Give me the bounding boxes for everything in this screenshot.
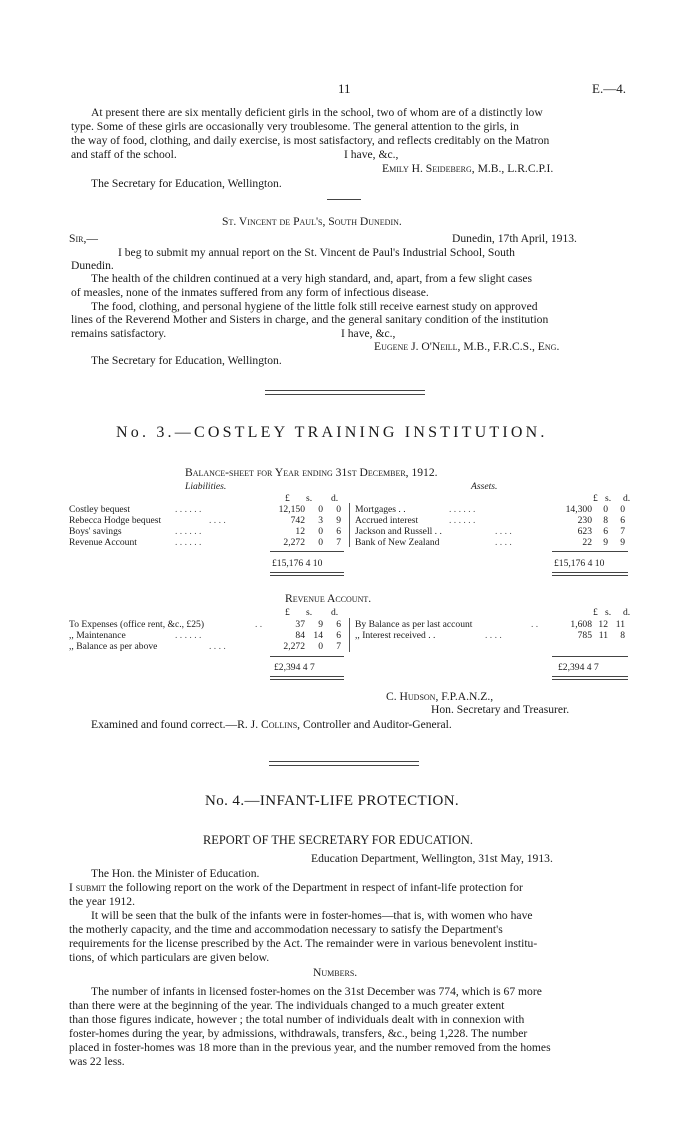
revenue-account-title: Revenue Account. bbox=[285, 592, 372, 605]
liability-row bbox=[69, 538, 345, 549]
audit-line bbox=[91, 718, 452, 732]
letter2-signature: Eugene J. O'Neill, M.B., F.R.C.S., Eng. bbox=[374, 340, 560, 353]
col-pounds: £ bbox=[593, 607, 598, 618]
section-divider bbox=[265, 390, 425, 391]
row-label: ,, Maintenance bbox=[69, 630, 126, 641]
row-label: To Expenses (office rent, &c., £25) bbox=[69, 619, 205, 630]
short-divider bbox=[327, 199, 361, 200]
row-leader: . . . . . . bbox=[449, 504, 476, 515]
row-shillings: 8 bbox=[603, 515, 608, 526]
row-pence: 6 bbox=[336, 619, 341, 630]
para3-line: The number of infants in licensed foster-homes on the 31st December was 774, which is 67 more bbox=[91, 985, 542, 998]
report-title: REPORT OF THE SECRETARY FOR EDUCATION. bbox=[203, 833, 473, 847]
row-shillings: 0 bbox=[318, 537, 323, 548]
col-shillings: s. bbox=[306, 493, 313, 504]
para3-line: placed in foster-homes was 18 more than in the previous year, and the number removed from the homes bbox=[69, 1041, 551, 1054]
row-leader: . . . . bbox=[485, 630, 502, 641]
letter1-signature: Emily H. Seideberg, M.B., L.R.C.P.I. bbox=[382, 162, 554, 175]
row-shillings: 12 bbox=[598, 619, 608, 630]
para3-line: foster-homes during the year, by admissions, withdrawals, transfers, &c., being 1,228. The number bbox=[69, 1027, 528, 1040]
para2-line: requirements for the license prescribed by the Act. The remainder were in various benevolent institu- bbox=[69, 937, 538, 950]
row-leader: . . . . . . bbox=[449, 515, 476, 526]
row-label: ,, Interest received . . bbox=[355, 630, 436, 641]
letter2-line: of measles, none of the inmates suffered from any form of infectious disease. bbox=[71, 286, 429, 299]
para1-lead: I submit bbox=[69, 881, 106, 894]
row-pence: 0 bbox=[336, 504, 341, 515]
liabilities-total: £15,176 4 10 bbox=[272, 558, 323, 569]
letter2-line: The food, clothing, and personal hygiene of the little folk still receive earnest study on approved bbox=[91, 300, 538, 313]
para1-line: the year 1912. bbox=[69, 895, 135, 908]
row-pence: 6 bbox=[336, 630, 341, 641]
total-rule bbox=[270, 575, 344, 576]
row-pounds: 22 bbox=[582, 537, 592, 548]
letter2-line: The health of the children continued at a very high standard, and, apart, from a few slight cases bbox=[91, 272, 533, 285]
row-leader: . . bbox=[255, 619, 263, 630]
assets-label: Assets. bbox=[471, 481, 498, 492]
letter2-closing: I have, &c., bbox=[341, 327, 396, 340]
col-pence: d. bbox=[623, 607, 631, 618]
total-rule bbox=[552, 656, 628, 657]
numbers-heading: Numbers. bbox=[313, 966, 358, 979]
row-leader: . . . . bbox=[495, 526, 512, 537]
letter2-salutation: Sir,— bbox=[69, 232, 98, 245]
row-leader: . . . . bbox=[495, 537, 512, 548]
section-divider bbox=[265, 394, 425, 395]
letter2-heading: St. Vincent de Paul's, South Dunedin. bbox=[222, 215, 402, 228]
row-label: Costley bequest bbox=[69, 504, 131, 515]
row-shillings: 14 bbox=[313, 630, 323, 641]
revenue-credit-row bbox=[355, 631, 630, 642]
section-divider bbox=[269, 761, 419, 762]
row-shillings: 9 bbox=[603, 537, 608, 548]
row-leader: . . bbox=[531, 619, 539, 630]
audit-prefix: Examined and found correct.— bbox=[91, 718, 238, 731]
row-leader: . . . . bbox=[209, 515, 226, 526]
para3-line: than those figures indicate, however ; the total number of individuals dealt with in connexion with bbox=[69, 1013, 525, 1026]
row-label: Mortgages . . bbox=[355, 504, 406, 515]
section3-title: No. 3.—COSTLEY TRAINING INSTITUTION. bbox=[116, 424, 548, 441]
row-pence: 7 bbox=[620, 526, 625, 537]
revenue-credits-total: £2,394 4 7 bbox=[558, 662, 599, 673]
row-pounds: 1,608 bbox=[570, 619, 592, 630]
liabilities-label: Liabilities. bbox=[185, 481, 227, 492]
row-label: Rebecca Hodge bequest bbox=[69, 515, 162, 526]
audit-suffix: , Controller and Auditor-General. bbox=[297, 718, 452, 731]
letter1-addressee: The Secretary for Education, Wellington. bbox=[91, 177, 282, 190]
row-leader: . . . . . . bbox=[175, 526, 202, 537]
total-rule bbox=[270, 572, 344, 573]
row-pounds: 742 bbox=[290, 515, 305, 526]
row-pounds: 2,272 bbox=[283, 537, 305, 548]
report-addressee: The Hon. the Minister of Education. bbox=[91, 867, 260, 880]
row-label: Accrued interest bbox=[355, 515, 419, 526]
para2-line: the motherly capacity, and the time and accommodation necessary to satisfy the Department's bbox=[69, 923, 503, 936]
row-label: Jackson and Russell . . bbox=[355, 526, 442, 537]
page-number: 11 bbox=[338, 81, 351, 96]
table-divider bbox=[349, 618, 350, 652]
row-shillings: 3 bbox=[318, 515, 323, 526]
section4-title: No. 4.—INFANT-LIFE PROTECTION. bbox=[205, 793, 460, 809]
total-rule bbox=[552, 679, 628, 680]
treasurer-title: Hon. Secretary and Treasurer. bbox=[431, 703, 570, 716]
revenue-debit-row bbox=[69, 642, 345, 653]
row-pounds: 37 bbox=[295, 619, 305, 630]
col-pounds: £ bbox=[593, 493, 598, 504]
row-label: Bank of New Zealand bbox=[355, 537, 440, 548]
letter2-date: Dunedin, 17th April, 1913. bbox=[452, 232, 577, 245]
letter1-line: the way of food, clothing, and daily exercise, is most satisfactory, and reflects creditably on the Matron bbox=[71, 134, 550, 147]
row-shillings: 9 bbox=[318, 619, 323, 630]
row-shillings: 0 bbox=[603, 504, 608, 515]
row-shillings: 0 bbox=[318, 641, 323, 652]
col-pence: d. bbox=[331, 493, 339, 504]
revenue-debits-total: £2,394 4 7 bbox=[274, 662, 315, 673]
col-pence: d. bbox=[331, 607, 339, 618]
row-pounds: 12,150 bbox=[278, 504, 305, 515]
row-leader: . . . . . . bbox=[175, 504, 202, 515]
row-pence: 11 bbox=[615, 619, 625, 630]
row-pounds: 84 bbox=[295, 630, 305, 641]
row-pence: 9 bbox=[620, 537, 625, 548]
row-pence: 7 bbox=[336, 641, 341, 652]
row-shillings: 6 bbox=[603, 526, 608, 537]
total-rule bbox=[270, 676, 344, 677]
report-code: E.—4. bbox=[592, 81, 626, 96]
row-pence: 7 bbox=[336, 537, 341, 548]
row-shillings: 11 bbox=[598, 630, 608, 641]
row-label: Revenue Account bbox=[69, 537, 137, 548]
audit-name: R. J. Collins bbox=[237, 718, 298, 731]
col-shillings: s. bbox=[306, 607, 313, 618]
letter1-line: and staff of the school. bbox=[71, 148, 177, 161]
row-leader: . . . . . . bbox=[175, 537, 202, 548]
letter2-line: lines of the Reverend Mother and Sisters in charge, and the general sanitary condition of the institution bbox=[71, 313, 549, 326]
col-pence: d. bbox=[623, 493, 631, 504]
para1-line bbox=[69, 881, 623, 895]
para2-line: It will be seen that the bulk of the infants were in foster-homes—that is, with women who have bbox=[91, 909, 533, 922]
col-pounds: £ bbox=[285, 607, 290, 618]
letter2-line: Dunedin. bbox=[71, 259, 114, 272]
row-pounds: 14,300 bbox=[565, 504, 592, 515]
row-pence: 8 bbox=[620, 630, 625, 641]
total-rule bbox=[270, 551, 344, 552]
report-dateline: Education Department, Wellington, 31st May, 1913. bbox=[311, 852, 553, 865]
col-shillings: s. bbox=[605, 607, 612, 618]
row-pence: 9 bbox=[336, 515, 341, 526]
col-shillings: s. bbox=[605, 493, 612, 504]
section-divider bbox=[269, 765, 419, 766]
total-rule bbox=[270, 679, 344, 680]
row-label: By Balance as per last account bbox=[355, 619, 473, 630]
total-rule bbox=[552, 575, 628, 576]
row-shillings: 0 bbox=[318, 526, 323, 537]
treasurer-signature: C. Hudson, F.P.A.N.Z., bbox=[386, 690, 494, 703]
total-rule bbox=[552, 676, 628, 677]
letter1-line: type. Some of these girls are occasionally very troublesome. The general attention to the girls, in bbox=[71, 120, 519, 133]
letter2-line: I beg to submit my annual report on the St. Vincent de Paul's Industrial School, South bbox=[118, 246, 515, 259]
total-rule bbox=[270, 656, 344, 657]
row-pounds: 785 bbox=[577, 630, 592, 641]
row-label: ,, Balance as per above bbox=[69, 641, 158, 652]
row-leader: . . . . bbox=[209, 641, 226, 652]
total-rule bbox=[552, 551, 628, 552]
letter2-addressee: The Secretary for Education, Wellington. bbox=[91, 354, 282, 367]
para1-rest: the following report on the work of the Department in respect of infant-life protection for bbox=[106, 881, 523, 894]
table-divider bbox=[349, 503, 350, 547]
row-shillings: 0 bbox=[318, 504, 323, 515]
row-pounds: 623 bbox=[577, 526, 592, 537]
row-pence: 6 bbox=[336, 526, 341, 537]
row-pounds: 2,272 bbox=[283, 641, 305, 652]
row-leader: . . . . . . bbox=[175, 630, 202, 641]
col-pounds: £ bbox=[285, 493, 290, 504]
letter1-line: At present there are six mentally deficient girls in the school, two of whom are of a distinctly low bbox=[91, 106, 543, 119]
row-pounds: 230 bbox=[577, 515, 592, 526]
row-pence: 6 bbox=[620, 515, 625, 526]
row-pounds: 12 bbox=[295, 526, 305, 537]
row-label: Boys' savings bbox=[69, 526, 122, 537]
para3-line: than there were at the beginning of the year. The individuals changed to a much greater extent bbox=[69, 999, 505, 1012]
assets-total: £15,176 4 10 bbox=[554, 558, 605, 569]
para3-line: was 22 less. bbox=[69, 1055, 125, 1068]
para2-line: tions, of which particulars are given below. bbox=[69, 951, 270, 964]
row-pence: 0 bbox=[620, 504, 625, 515]
asset-row bbox=[355, 538, 630, 549]
total-rule bbox=[552, 572, 628, 573]
balance-sheet-title: Balance-sheet for Year ending 31st December, 1912. bbox=[185, 466, 438, 479]
letter2-line: remains satisfactory. bbox=[71, 327, 167, 340]
letter1-closing: I have, &c., bbox=[344, 148, 399, 161]
